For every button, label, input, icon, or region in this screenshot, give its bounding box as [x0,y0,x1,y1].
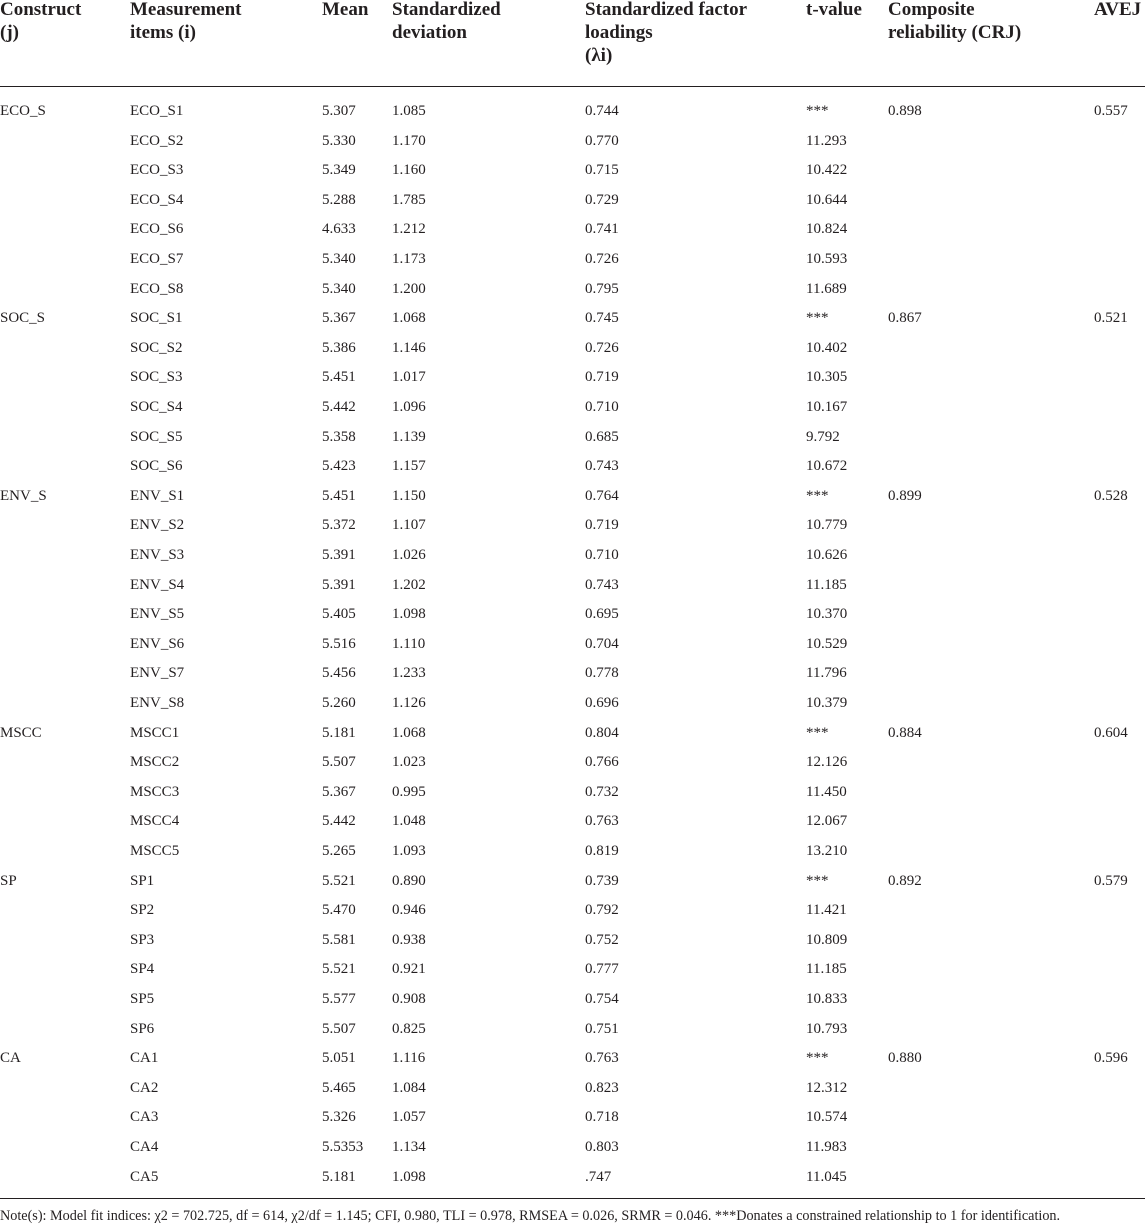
header-measurement-items: Measurement items (i) [130,0,242,43]
table-cell: 1.068 [392,724,426,741]
table-cell: 10.529 [806,635,848,652]
table-cell: 0.732 [585,783,619,800]
table-cell: SP2 [130,902,155,919]
table-cell: 0.764 [585,487,619,504]
table-cell: 5.521 [322,961,356,978]
table-cell: *** [806,1050,829,1067]
table-row [0,748,1145,778]
table-cell: 5.326 [322,1109,356,1126]
table-row [0,541,1145,571]
table-cell: ECO_S [0,103,46,119]
table-cell: 0.696 [585,695,619,711]
table-cell: 5.288 [322,191,356,208]
table-row [0,1163,1145,1193]
table-cell: 5.340 [322,280,356,297]
table-cell: 5.442 [322,813,356,830]
table-cell: MSCC3 [130,783,180,800]
table-cell: 10.422 [806,162,848,179]
table-cell: 1.023 [392,754,426,771]
table-cell: 0.899 [888,487,922,504]
table-row [0,1074,1145,1104]
table-cell: 0.825 [392,1020,426,1037]
table-row [0,423,1145,453]
table-cell: 1.026 [392,547,426,563]
table-cell: 0.739 [585,872,619,889]
table-row [0,867,1145,897]
table-cell: ENV_S [0,487,47,504]
table-row [0,97,1145,127]
table-cell: 0.892 [888,872,922,889]
table-cell: 5.470 [322,902,356,919]
table-cell: 1.150 [392,487,426,504]
table-cell: SOC_S2 [130,339,183,356]
table-cell: 11.983 [806,1139,847,1155]
table-cell: 0.726 [585,339,619,356]
table-cell: 10.167 [806,399,848,415]
table-cell: 11.045 [806,1168,847,1185]
table-cell: SOC_S1 [130,310,183,327]
table-cell: 5.340 [322,251,356,267]
table-cell: SP3 [130,931,155,948]
table-cell: 1.068 [392,310,426,327]
table-cell: 0.898 [888,103,922,119]
header-ave: AVEJ [1094,0,1142,20]
table-row [0,363,1145,393]
table-cell: ENV_S5 [130,606,185,623]
table-cell: SP1 [130,872,155,889]
table-row [0,275,1145,305]
table-row [0,1133,1145,1163]
table-cell: 0.890 [392,872,426,889]
table-cell: 10.402 [806,339,848,356]
table-cell: 5.405 [322,606,356,623]
table-row [0,1015,1145,1045]
table-cell: 1.212 [392,221,426,238]
header-factor-loadings: Standardized factor loadings (λi) [585,0,748,66]
table-cell: 5.507 [322,754,356,771]
table-cell: 5.391 [322,547,356,563]
table-cell: CA4 [130,1139,159,1155]
table-cell: 9.792 [806,428,840,445]
table-cell: 0.729 [585,191,619,208]
table-cell: 0.557 [1094,103,1128,119]
table-cell: 11.689 [806,280,847,297]
table-cell: 5.451 [322,369,356,386]
table-cell: 1.785 [392,191,426,208]
header-mean: Mean [322,0,369,20]
table-cell: SOC_S6 [130,458,183,475]
table-cell: 0.743 [585,458,619,475]
table-cell: 0.726 [585,251,619,267]
table-cell: 0.884 [888,724,922,741]
table-cell: 0.763 [585,1050,619,1067]
table-cell: 1.233 [392,665,426,682]
table-row [0,156,1145,186]
table-cell: 0.803 [585,1139,619,1155]
table-cell: ECO_S3 [130,162,184,179]
table-cell: 0.745 [585,310,619,327]
table-cell: ENV_S4 [130,576,185,593]
table-cell: 5.577 [322,991,356,1007]
table-cell: 13.210 [806,843,848,859]
table-row [0,926,1145,956]
table-row [0,482,1145,512]
table-cell: 0.710 [585,399,619,415]
table-cell: 5.349 [322,162,356,179]
table-cell: 5.386 [322,339,356,356]
table-cell: 1.200 [392,280,426,297]
table-cell: 0.804 [585,724,619,741]
table-cell: 0.880 [888,1050,922,1067]
table-cell: SP4 [130,961,155,978]
table-cell: 0.778 [585,665,619,682]
table-cell: ENV_S1 [130,487,185,504]
table-cell: *** [806,103,829,119]
table-cell: 5.181 [322,724,356,741]
table-cell: 10.809 [806,931,848,948]
table-cell: 10.626 [806,547,848,563]
table-cell: 5.451 [322,487,356,504]
table-cell: SP5 [130,991,155,1007]
table-cell: 10.574 [806,1109,848,1126]
table-cell: SP [0,872,17,889]
table-cell: 1.048 [392,813,426,830]
table-header [0,0,1145,84]
table-cell: 1.098 [392,606,426,623]
table-row [0,186,1145,216]
table-cell: ECO_S6 [130,221,184,238]
table-cell: 0.741 [585,221,619,238]
table-cell: 0.777 [585,961,619,978]
table-cell: *** [806,487,829,504]
table-row [0,630,1145,660]
table-row [0,1044,1145,1074]
table-cell: MSCC1 [130,724,180,741]
table-cell: 1.116 [392,1050,426,1067]
table-cell: 10.672 [806,458,848,475]
table-cell: 0.596 [1094,1050,1128,1067]
table-cell: 11.185 [806,576,847,593]
table-row [0,896,1145,926]
table-cell: 0.579 [1094,872,1128,889]
table-cell: 1.170 [392,132,426,149]
table-cell: 1.017 [392,369,426,386]
bottom-divider [0,1198,1145,1199]
table-row [0,511,1145,541]
table-cell: 0.823 [585,1079,619,1096]
table-cell: 1.202 [392,576,426,593]
table-row [0,689,1145,719]
table-cell: 0.770 [585,132,619,149]
table-cell: 0.604 [1094,724,1128,741]
table-cell: 11.796 [806,665,847,682]
table-cell: 0.763 [585,813,619,830]
table-row [0,807,1145,837]
table-cell: *** [806,310,829,327]
table-cell: 0.718 [585,1109,619,1126]
table-cell: 10.644 [806,191,848,208]
table-cell: 0.819 [585,843,619,859]
table-cell: 1.126 [392,695,426,711]
table-row [0,1103,1145,1133]
table-cell: 1.157 [392,458,426,475]
table-cell: 1.084 [392,1079,426,1096]
table-cell: 10.593 [806,251,848,267]
header-divider [0,86,1145,87]
table-cell: SOC_S [0,310,46,327]
header-standardized-deviation: Standardized deviation [392,0,501,43]
table-cell: 1.096 [392,399,426,415]
table-cell: 5.265 [322,843,356,859]
table-cell: ECO_S4 [130,191,184,208]
table-cell: 5.367 [322,310,356,327]
table-cell: 0.792 [585,902,619,919]
table-cell: 0.695 [585,606,619,623]
table-cell: 5.442 [322,399,356,415]
table-cell: 10.793 [806,1020,848,1037]
table-cell: 0.795 [585,280,619,297]
table-cell: 5.260 [322,695,356,711]
table-cell: 12.312 [806,1079,848,1096]
table-cell: 1.160 [392,162,426,179]
table-cell: 1.110 [392,635,426,652]
table-cell: 5.181 [322,1168,356,1185]
table-cell: 5.372 [322,517,356,534]
table-cell: ECO_S1 [130,103,184,119]
table-cell: CA3 [130,1109,159,1126]
table-cell: *** [806,724,829,741]
table-cell: 0.751 [585,1020,619,1037]
table-cell: 10.379 [806,695,848,711]
table-cell: 0.946 [392,902,426,919]
table-row [0,452,1145,482]
table-cell: 5.5353 [322,1139,364,1155]
table-cell: *** [806,872,829,889]
table-row [0,955,1145,985]
table-cell: 0.766 [585,754,619,771]
table-cell: 11.450 [806,783,847,800]
table-cell: 5.516 [322,635,356,652]
table-cell: 5.358 [322,428,356,445]
table-cell: 0.710 [585,547,619,563]
table-cell: SOC_S4 [130,399,183,415]
table-cell: 1.093 [392,843,426,859]
table-row [0,304,1145,334]
header-t-value: t-value [806,0,862,20]
table-cell: 0.743 [585,576,619,593]
table-cell: 10.779 [806,517,848,534]
table-cell: MSCC4 [130,813,180,830]
table-cell: 0.938 [392,931,426,948]
table-row [0,245,1145,275]
table-cell: 1.098 [392,1168,426,1185]
table-note: Note(s): Model fit indices: χ2 = 702.725, df = 614, χ2/df = 1.145; CFI, 0.980, TLI = 0.978, RMSEA = 0.026, SRMR = 0.046. ***Donates a constrained relationship to 1 for identification. [0,1208,1061,1224]
table-cell: 10.824 [806,221,848,238]
table-cell: 10.370 [806,606,848,623]
table-cell: 5.581 [322,931,356,948]
table-cell: 0.704 [585,635,619,652]
table-cell: 0.908 [392,991,426,1007]
table-row [0,600,1145,630]
table-cell: 1.173 [392,251,426,267]
table-cell: ENV_S8 [130,695,185,711]
table-row [0,837,1145,867]
table-cell: CA [0,1050,21,1067]
table-cell: 4.633 [322,221,356,238]
table-cell: 1.057 [392,1109,426,1126]
table-cell: 5.307 [322,103,356,119]
table-row [0,393,1145,423]
table-row [0,719,1145,749]
table-cell: 0.685 [585,428,619,445]
table-row [0,571,1145,601]
table-cell: 5.507 [322,1020,356,1037]
table-cell: 0.867 [888,310,922,327]
table-cell: ENV_S7 [130,665,185,682]
table-cell: 5.521 [322,872,356,889]
table-row [0,215,1145,245]
table-cell: SOC_S5 [130,428,183,445]
table-cell: 0.921 [392,961,426,978]
table-cell: 12.126 [806,754,848,771]
table-cell: 1.107 [392,517,426,534]
table-cell: 11.185 [806,961,847,978]
table-cell: ENV_S2 [130,517,185,534]
table-row [0,334,1145,364]
table-cell: 5.051 [322,1050,356,1067]
table-cell: MSCC5 [130,843,180,859]
table-cell: 5.330 [322,132,356,149]
table-cell: 0.715 [585,162,619,179]
table-cell: 0.744 [585,103,619,119]
table-cell: 0.995 [392,783,426,800]
table-cell: .747 [585,1168,612,1185]
table-cell: 5.367 [322,783,356,800]
table-cell: 1.139 [392,428,426,445]
table-cell: 11.293 [806,132,847,149]
table-cell: 12.067 [806,813,848,830]
table-cell: 0.752 [585,931,619,948]
table-cell: MSCC2 [130,754,180,771]
table-cell: ECO_S2 [130,132,184,149]
table-cell: 1.146 [392,339,426,356]
table-row [0,127,1145,157]
table-cell: 5.465 [322,1079,356,1096]
table-cell: ENV_S3 [130,547,185,563]
table-cell: 5.423 [322,458,356,475]
table-cell: 0.528 [1094,487,1128,504]
table-cell: CA2 [130,1079,159,1096]
table-cell: SOC_S3 [130,369,183,386]
table-cell: 0.521 [1094,310,1128,327]
table-cell: 1.134 [392,1139,426,1155]
table-cell: 1.085 [392,103,426,119]
header-construct: Construct (j) [0,0,82,43]
header-composite-reliability: Composite reliability (CRJ) [888,0,1022,43]
table-cell: 0.719 [585,369,619,386]
table-cell: 0.754 [585,991,619,1007]
table-cell: 5.456 [322,665,356,682]
table-cell: 5.391 [322,576,356,593]
table-cell: MSCC [0,724,42,741]
table-cell: SP6 [130,1020,155,1037]
table-row [0,778,1145,808]
table-row [0,659,1145,689]
table-cell: 11.421 [806,902,847,919]
table-cell: 10.305 [806,369,848,386]
table-cell: CA1 [130,1050,159,1067]
table-cell: ECO_S8 [130,280,184,297]
table-cell: 0.719 [585,517,619,534]
table-cell: CA5 [130,1168,159,1185]
table-cell: ENV_S6 [130,635,185,652]
table-row [0,985,1145,1015]
table-cell: 10.833 [806,991,848,1007]
table-cell: ECO_S7 [130,251,184,267]
